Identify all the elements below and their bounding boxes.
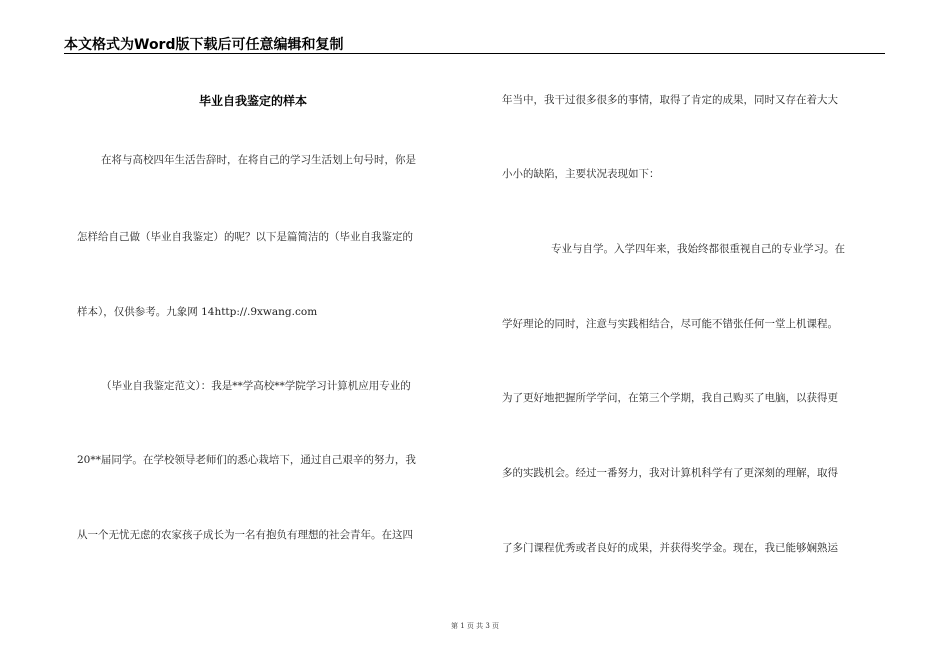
paragraph-line: 样本），仅供参考。九象网 14http://.9xwang.com xyxy=(77,306,318,318)
paragraph-line: 学好理论的同时，注意与实践相结合，尽可能不错张任何一堂上机课程。 xyxy=(502,318,838,330)
paragraph-line: 小小的缺陷，主要状况表现如下： xyxy=(502,168,660,180)
paragraph-line: 在将与高校四年生活告辞时，在将自己的学习生活划上句号时，你是 xyxy=(101,154,416,166)
document-header-title: 本文格式为Word版下载后可任意编辑和复制 xyxy=(64,37,344,53)
paragraph-line: 20**届同学。在学校领导老师们的悉心栽培下，通过自己艰辛的努力，我 xyxy=(77,454,416,466)
paragraph-line: 专业与自学。入学四年来，我始终都很重视自己的专业学习。在 xyxy=(551,243,845,255)
paragraph-line: 怎样给自己做（毕业自我鉴定）的呢？以下是篇简洁的（毕业自我鉴定的 xyxy=(77,231,413,243)
paragraph-line: 了多门课程优秀或者良好的成果，并获得奖学金。现在，我已能够娴熟运 xyxy=(502,542,838,554)
paragraph-line: 年当中，我干过很多很多的事情，取得了肯定的成果，同时又存在着大大 xyxy=(502,94,838,106)
header-divider xyxy=(64,53,885,54)
paragraph-line: 多的实践机会。经过一番努力，我对计算机科学有了更深刻的理解，取得 xyxy=(502,467,838,479)
page-number: 第 1 页 共 3 页 xyxy=(450,622,500,630)
paragraph-line: 从一个无忧无虑的农家孩子成长为一名有抱负有理想的社会青年。在这四 xyxy=(77,529,413,541)
paragraph-line: 为了更好地把握所学学问，在第三个学期，我自己购买了电脑，以获得更 xyxy=(502,392,838,404)
document-title: 毕业自我鉴定的样本 xyxy=(199,94,308,108)
paragraph-line: （毕业自我鉴定范文）：我是**学高校**学院学习计算机应用专业的 xyxy=(101,380,411,392)
